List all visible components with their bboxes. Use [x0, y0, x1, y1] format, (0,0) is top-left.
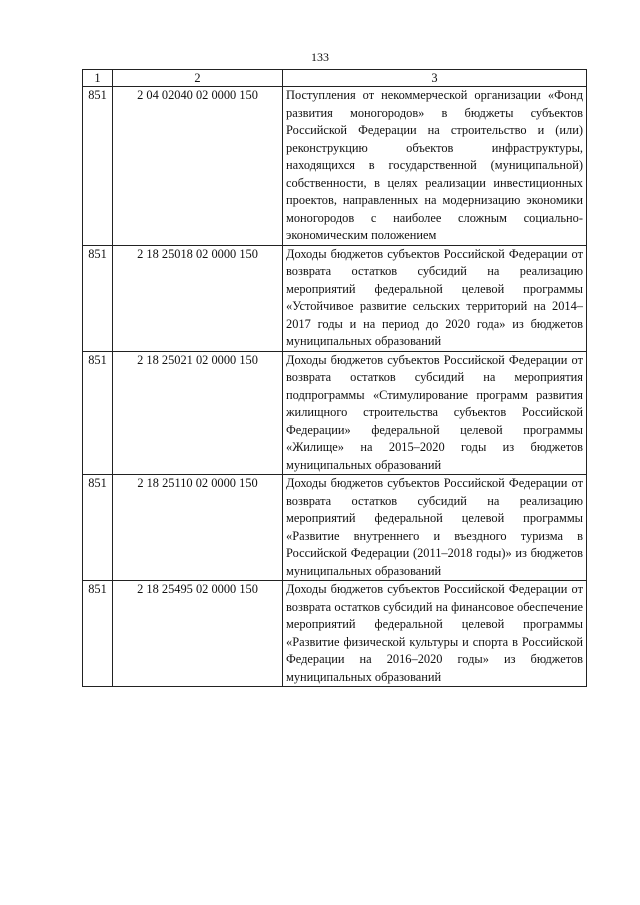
table-row: [83, 475, 587, 581]
admin-code-cell: 851: [83, 475, 113, 581]
table-row: [83, 581, 587, 687]
page-number: 133: [311, 50, 329, 64]
admin-code-cell: 851: [83, 87, 113, 246]
admin-code-cell: 851: [83, 245, 113, 351]
budget-code-cell: 2 18 25495 02 0000 150: [113, 581, 283, 687]
column-header-1: 1: [83, 70, 113, 87]
table-row: [83, 351, 587, 475]
column-header-2: 2: [113, 70, 283, 87]
description-cell: Доходы бюджетов субъектов Российской Федерации от возврата остатков субсидий на реализацию мероприятий федеральной целевой программы «Устойчивое развитие сельских территорий на 2014–2017 годы и на период до 2020 года» из бюджетов муниципальных образований: [283, 245, 587, 351]
budget-code-cell: 2 18 25110 02 0000 150: [113, 475, 283, 581]
description-cell: Поступления от некоммерческой организации «Фонд развития моногородов» в бюджеты субъектов Российской Федерации на строительство и (или) реконструкцию объектов инфраструктуры, находящихся в государственной (муниципальной) собственности, в целях реализации инвестиционных проектов, направленных на модернизацию экономики моногородов с наиболее сложным социально-экономическим положением: [283, 87, 587, 246]
budget-code-cell: 2 18 25021 02 0000 150: [113, 351, 283, 475]
description-cell: Доходы бюджетов субъектов Российской Федерации от возврата остатков субсидий на реализацию мероприятий федеральной целевой программы «Развитие внутреннего и въездного туризма в Российской Федерации (2011–2018 годы)» из бюджетов муниципальных образований: [283, 475, 587, 581]
column-header-3: 3: [283, 70, 587, 87]
budget-code-cell: 2 04 02040 02 0000 150: [113, 87, 283, 246]
admin-code-cell: 851: [83, 351, 113, 475]
description-cell: Доходы бюджетов субъектов Российской Федерации от возврата остатков субсидий на финансовое обеспечение мероприятий федеральной целевой программы «Развитие физической культуры и спорта в Российской Федерации на 2016–2020 годы» из бюджетов муниципальных образований: [283, 581, 587, 687]
admin-code-cell: 851: [83, 581, 113, 687]
table-row: [83, 87, 587, 246]
table-row: [83, 245, 587, 351]
table-header-row: [83, 70, 587, 87]
budget-codes-table: [82, 69, 587, 687]
description-cell: Доходы бюджетов субъектов Российской Федерации от возврата остатков субсидий на мероприятия подпрограммы «Стимулирование программ развития жилищного строительства субъектов Российской Федерации» федеральной целевой программы «Жилище» на 2015–2020 годы из бюджетов муниципальных образований: [283, 351, 587, 475]
budget-code-cell: 2 18 25018 02 0000 150: [113, 245, 283, 351]
